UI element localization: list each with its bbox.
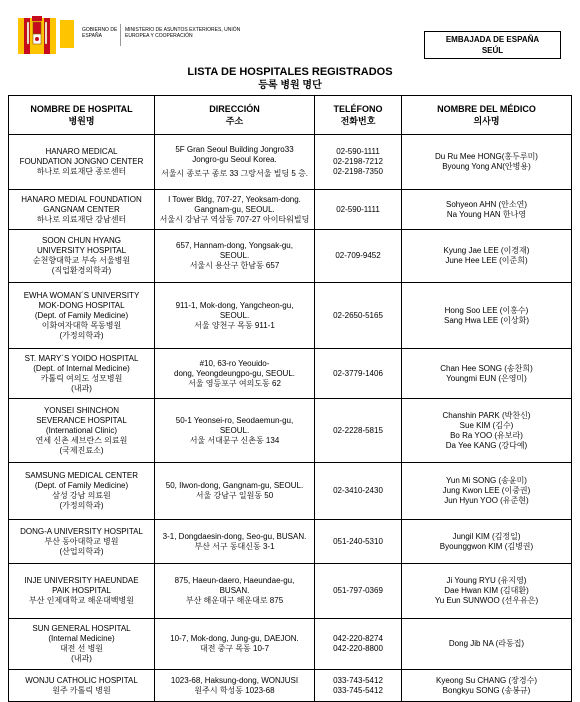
phone-line: 02-590-1111 bbox=[336, 204, 380, 214]
hospital-name-line: SUN GENERAL HOSPITAL bbox=[32, 624, 131, 633]
doctor-line: Da Yee KANG (강다예) bbox=[445, 440, 528, 450]
hospital-name-line: PAIK HOSPITAL bbox=[52, 586, 111, 595]
address-line: 서울 강남구 일원동 50 bbox=[195, 491, 274, 500]
document-title: LISTA DE HOSPITALES REGISTRADOS bbox=[187, 66, 393, 78]
phone-line: 02-3410-2430 bbox=[333, 486, 383, 495]
address-line: 657, Hannam-dong, Yongsak-gu, bbox=[176, 241, 293, 250]
doctor-line: Sang Hwa LEE (이상화) bbox=[444, 315, 529, 325]
hospital-name-line: (가정의학과) bbox=[59, 501, 104, 510]
doctor-line: Jun Hyun YOO (유준현) bbox=[444, 496, 529, 505]
hospital-name-line: (Dept. of Family Medicine) bbox=[34, 310, 129, 320]
hospital-name-line: 대전 선 병원 bbox=[59, 644, 104, 653]
doctor-line: Bongkyu SONG (송봉규) bbox=[442, 685, 531, 695]
hospital-name-cell bbox=[9, 283, 155, 349]
address-cell bbox=[155, 230, 315, 283]
table-row bbox=[9, 230, 572, 283]
address-line: dong, Yeongdeungpo-gu, SEOUL. bbox=[174, 368, 295, 378]
hospital-name-line: (Internal Medicine) bbox=[48, 634, 115, 643]
hospital-name-line: (직업환경의학과) bbox=[51, 266, 112, 275]
hospital-name-line: (내과) bbox=[71, 383, 92, 393]
document-subtitle: 등록 병원 명단 bbox=[258, 80, 322, 91]
hospital-name-cell bbox=[9, 564, 155, 619]
phone-line: 02-590-1111 bbox=[336, 147, 380, 156]
address-cell bbox=[155, 670, 315, 702]
phone-line: 02-2650-5165 bbox=[333, 310, 383, 320]
doctor-cell bbox=[402, 463, 572, 520]
phone-line: 02-2198-7212 bbox=[333, 157, 383, 166]
hospital-name-line: 부산 동아대학교 병원 bbox=[44, 536, 119, 546]
address-line: 10-7, Mok-dong, Jung-gu, DAEJON. bbox=[170, 634, 299, 643]
doctor-line: Bo Ra YOO (유보라) bbox=[450, 430, 523, 440]
address-line: SEOUL. bbox=[219, 251, 250, 260]
doctor-line: Hong Soo LEE (이홍수) bbox=[444, 305, 529, 315]
address-line: 서울 서대문구 신촌동 134 bbox=[189, 435, 280, 445]
address-cell bbox=[155, 619, 315, 670]
address-line: 서울시 종로구 종로 33 그랑서울 빌딩 5 층. bbox=[160, 169, 309, 178]
phone-cell bbox=[315, 349, 402, 399]
phone-cell bbox=[315, 619, 402, 670]
address-line: 서울시 용산구 한남동 657 bbox=[189, 261, 280, 270]
doctor-line: Sue KIM (김수) bbox=[459, 420, 514, 430]
hospital-name-line: HANARO MEDIAL FOUNDATION bbox=[21, 194, 142, 204]
hospital-name-line: (Dept. of Family Medicine) bbox=[34, 481, 129, 490]
hospital-name-line: HANARO MEDICAL bbox=[45, 147, 118, 156]
doctor-line: Chanshin PARK (박찬신) bbox=[442, 410, 531, 420]
hospital-name-line: (내과) bbox=[71, 654, 92, 663]
hospital-name-line: 하나로 의료재단 강남센터 bbox=[36, 214, 127, 224]
address-line: 서울 양천구 목동 911-1 bbox=[194, 320, 275, 330]
hospital-name-line: 카톨릭 여의도 성모병원 bbox=[40, 373, 123, 383]
doctor-cell bbox=[402, 349, 572, 399]
table-row bbox=[9, 463, 572, 520]
hospital-name-line: WONJU CATHOLIC HOSPITAL bbox=[25, 675, 138, 685]
hospital-name-cell bbox=[9, 619, 155, 670]
header-doctor: NOMBRE DEL MÉDICO 의사명 bbox=[402, 96, 572, 135]
doctor-cell bbox=[402, 399, 572, 463]
hospital-name-line: UNIVERSITY HOSPITAL bbox=[36, 246, 127, 255]
doctor-line: Sohyeon AHN (안소연) bbox=[446, 199, 527, 209]
table-row bbox=[9, 399, 572, 463]
hospital-name-line: EWHA WOMAN´S UNIVERSITY bbox=[23, 290, 140, 300]
doctor-line: Jung Kwon LEE (이중권) bbox=[442, 486, 531, 495]
doctor-line: Du Ru Mee HONG(홍두루미) bbox=[435, 152, 538, 161]
address-cell bbox=[155, 349, 315, 399]
address-line: 대전 중구 목동 10-7 bbox=[199, 644, 270, 653]
address-line: SEOUL. bbox=[219, 425, 250, 435]
address-line: 50, Ilwon-dong, Gangnam-gu, SEOUL. bbox=[165, 481, 304, 490]
doctor-cell bbox=[402, 190, 572, 230]
hospital-name-line: SAMSUNG MEDICAL CENTER bbox=[24, 471, 139, 480]
address-cell bbox=[155, 564, 315, 619]
phone-line: 051-797-0369 bbox=[333, 586, 383, 595]
phone-cell bbox=[315, 230, 402, 283]
address-line: 5F Gran Seoul Building Jongro33 bbox=[175, 145, 294, 154]
address-cell bbox=[155, 463, 315, 520]
doctor-line: Youngmi EUN (은영미) bbox=[446, 373, 527, 383]
phone-line: 02-2228-5815 bbox=[333, 425, 383, 435]
header-address: DIRECCIÓN 주소 bbox=[155, 96, 315, 135]
doctor-line: Byounggwon KIM (김병권) bbox=[439, 541, 534, 551]
phone-line: 02-2198-7350 bbox=[333, 167, 383, 176]
doctor-cell bbox=[402, 230, 572, 283]
doctor-line: Dae Hwan KIM (김대환) bbox=[444, 586, 529, 595]
hospital-name-line: FOUNDATION JONGNO CENTER bbox=[19, 157, 144, 166]
hospital-name-line: 삼성 강남 의료원 bbox=[52, 491, 111, 500]
doctor-line: Chan Hee SONG (송찬희) bbox=[440, 363, 533, 373]
doctor-line: Jungil KIM (김정일) bbox=[452, 531, 521, 541]
doctor-line: Kyeong Su CHANG (장경수) bbox=[436, 675, 537, 685]
address-cell bbox=[155, 190, 315, 230]
address-line: 부산 서구 동대신동 3-1 bbox=[194, 541, 275, 551]
hospital-name-line: (산업의학과) bbox=[59, 546, 104, 556]
hospital-name-line: 연세 신촌 세브란스 의료원 bbox=[35, 435, 128, 445]
phone-cell bbox=[315, 520, 402, 564]
document-header bbox=[18, 10, 563, 60]
ministerio-label: MINISTERIO DE ASUNTOS EXTERIORES, UNIÓN EUROPEA Y COOPERACIÓN bbox=[125, 27, 241, 39]
doctor-line: Ji Young RYU (유지영) bbox=[446, 576, 527, 585]
doctor-cell bbox=[402, 670, 572, 702]
phone-line: 033-745-5412 bbox=[333, 685, 383, 695]
phone-line: 042-220-8800 bbox=[333, 644, 383, 653]
table-row bbox=[9, 564, 572, 619]
hospital-name-cell bbox=[9, 520, 155, 564]
hospital-name-line: 하나로 의료재단 종로센터 bbox=[36, 167, 127, 176]
address-cell bbox=[155, 520, 315, 564]
hospital-name-cell bbox=[9, 670, 155, 702]
address-line: 서울 영등포구 여의도동 62 bbox=[188, 378, 281, 388]
hospital-name-cell bbox=[9, 399, 155, 463]
address-line: SEOUL. bbox=[219, 310, 250, 320]
table-row bbox=[9, 619, 572, 670]
address-line: BUSAN. bbox=[219, 586, 250, 595]
hospital-name-line: YONSEI SHINCHON bbox=[43, 405, 120, 415]
address-line: Jongro-gu Seoul Korea. bbox=[192, 155, 277, 164]
embassy-box bbox=[424, 31, 561, 59]
logo-divider bbox=[120, 24, 121, 46]
doctor-line: June Hee LEE (이준희) bbox=[445, 256, 528, 265]
table-row bbox=[9, 190, 572, 230]
phone-line: 051-240-5310 bbox=[333, 536, 383, 546]
hospital-name-line: SEVERANCE HOSPITAL bbox=[36, 415, 127, 425]
phone-line: 042-220-8274 bbox=[333, 634, 383, 643]
embassy-city: SEÚL bbox=[481, 46, 504, 55]
address-line: 부산 해운대구 해운대로 875 bbox=[185, 596, 284, 605]
doctor-cell bbox=[402, 135, 572, 190]
gobierno-label: GOBIERNO DE ESPAÑA bbox=[82, 27, 118, 39]
address-line: 1023-68, Haksung-dong, WONJUSI bbox=[170, 675, 299, 685]
hospital-name-line: 순천향대학교 부속 서울병원 bbox=[32, 256, 131, 265]
hospital-name-line: GANGNAM CENTER bbox=[43, 204, 120, 214]
table-row bbox=[9, 670, 572, 702]
hospital-name-line: (Dept. of Internal Medicine) bbox=[33, 363, 130, 373]
phone-line: 02-709-9452 bbox=[335, 251, 381, 260]
doctor-line: Na Young HAN 한나영 bbox=[446, 209, 527, 219]
doctor-cell bbox=[402, 520, 572, 564]
embassy-name: EMBAJADA DE ESPAÑA bbox=[445, 35, 540, 44]
address-line: 50-1 Yeonsei-ro, Seodaemun-gu, bbox=[175, 415, 294, 425]
doctor-line: Yun Mi SONG (송윤미) bbox=[446, 476, 527, 485]
doctor-line: Kyung Jae LEE (이경재) bbox=[443, 246, 530, 255]
hospital-name-line: 이화여자대학 목동병원 bbox=[41, 320, 122, 330]
phone-cell bbox=[315, 670, 402, 702]
doctor-cell bbox=[402, 619, 572, 670]
address-line: 3-1, Dongdaesin-dong, Seo-gu, BUSAN. bbox=[162, 531, 307, 541]
doctor-line: Byoung Yong AN(안병용) bbox=[442, 162, 531, 171]
address-line: 911-1, Mok-dong, Yangcheon-gu, bbox=[175, 300, 294, 310]
address-line: Gangnam-gu, SEOUL. bbox=[194, 204, 275, 214]
address-line: I Tower Bldg, 707-27, Yeoksam-dong. bbox=[168, 194, 301, 204]
table-row bbox=[9, 283, 572, 349]
phone-line: 033-743-5412 bbox=[333, 675, 383, 685]
hospital-name-cell bbox=[9, 349, 155, 399]
table-row bbox=[9, 349, 572, 399]
hospital-name-line: DONG-A UNIVERSITY HOSPITAL bbox=[20, 526, 143, 536]
table-row bbox=[9, 135, 572, 190]
hospital-name-line: (가정의학과) bbox=[59, 330, 104, 340]
header-hospital-name: NOMBRE DE HOSPITAL 병원명 bbox=[9, 96, 155, 135]
hospital-name-line: (International Clinic) bbox=[45, 425, 118, 435]
table-body bbox=[9, 135, 572, 702]
address-cell bbox=[155, 135, 315, 190]
phone-cell bbox=[315, 283, 402, 349]
address-line: 875, Haeun-daero, Haeundae-gu, bbox=[174, 576, 295, 585]
hospital-name-cell bbox=[9, 463, 155, 520]
hospital-name-cell bbox=[9, 230, 155, 283]
phone-line: 02-3779-1406 bbox=[333, 368, 383, 378]
hospital-name-line: SOON CHUN HYANG bbox=[42, 236, 121, 245]
phone-cell bbox=[315, 564, 402, 619]
header-phone: TELÉFONO 전화번호 bbox=[315, 96, 402, 135]
hospital-name-line: INJE UNIVERSITY HAEUNDAE bbox=[24, 576, 139, 585]
doctor-line: Dong Jib NA (라동집) bbox=[448, 639, 525, 648]
table-header-row bbox=[9, 96, 572, 135]
hospital-table bbox=[8, 95, 572, 702]
government-logo bbox=[18, 10, 268, 58]
table-row bbox=[9, 520, 572, 564]
phone-cell bbox=[315, 463, 402, 520]
doctor-line: Yu Eun SUNWOO (선우유은) bbox=[434, 596, 539, 605]
hospital-name-line: (국제진료소) bbox=[59, 445, 104, 455]
address-cell bbox=[155, 283, 315, 349]
address-line: #10, 63-ro Yeouido- bbox=[199, 358, 270, 368]
hospital-name-line: MOK-DONG HOSPITAL bbox=[38, 300, 125, 310]
hospital-name-line: ST. MARY´S YOIDO HOSPITAL bbox=[24, 353, 139, 363]
hospital-name-line: 부산 인제대학교 해운대백병원 bbox=[29, 596, 134, 605]
phone-cell bbox=[315, 135, 402, 190]
phone-cell bbox=[315, 399, 402, 463]
doctor-cell bbox=[402, 564, 572, 619]
hospital-name-line: 원주 카톨릭 병원 bbox=[52, 685, 111, 695]
doctor-cell bbox=[402, 283, 572, 349]
phone-cell bbox=[315, 190, 402, 230]
hospital-name-cell bbox=[9, 190, 155, 230]
spain-coat-of-arms-icon bbox=[18, 10, 78, 58]
hospital-name-cell bbox=[9, 135, 155, 190]
address-line: 원주시 학성동 1023-68 bbox=[194, 685, 275, 695]
address-line: 서울시 강남구 역삼동 707-27 아이타워빌딩 bbox=[159, 214, 310, 224]
address-cell bbox=[155, 399, 315, 463]
